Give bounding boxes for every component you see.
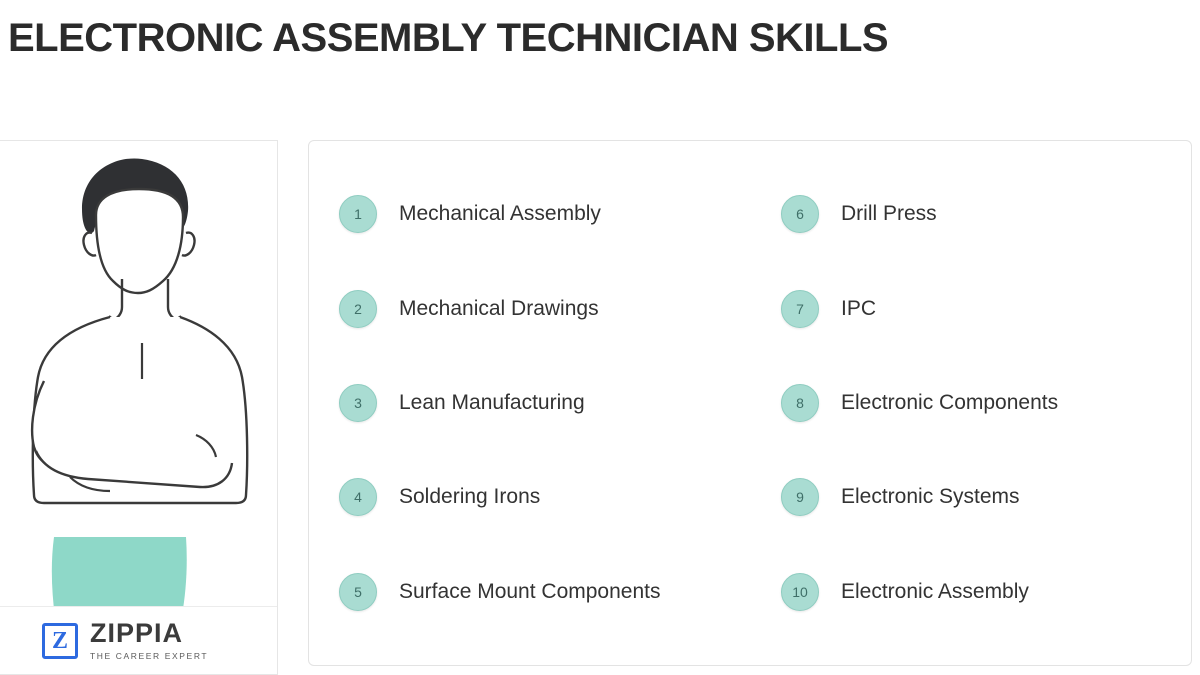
page-title: ELECTRONIC ASSEMBLY TECHNICIAN SKILLS [8,16,889,60]
skill-number-badge: 10 [781,573,819,611]
skill-label: Electronic Systems [841,485,1020,509]
skill-number-badge: 5 [339,573,377,611]
zippia-logo-letter: Z [51,627,68,654]
skill-item-9 [761,450,1191,544]
skill-label: Surface Mount Components [399,579,661,603]
skill-number-badge: 9 [781,478,819,516]
skills-grid [309,141,1191,665]
skill-label: Soldering Irons [399,485,541,509]
skill-label: Mechanical Drawings [399,296,599,320]
skill-number-badge: 6 [781,195,819,233]
zippia-logo-tagline: THE CAREER EXPERT [90,651,209,661]
skill-item-3 [309,356,761,450]
skill-label: Mechanical Assembly [399,202,601,226]
skill-item-8 [761,356,1191,450]
skill-item-1 [309,167,761,261]
illustration-panel [0,140,278,675]
skill-item-5 [309,545,761,639]
skill-label: Lean Manufacturing [399,390,585,414]
skill-label: Electronic Assembly [841,579,1029,603]
zippia-logo [0,606,278,674]
zippia-logo-text [90,620,208,661]
skill-item-2 [309,261,761,355]
skills-card [308,140,1192,666]
skill-item-4 [309,450,761,544]
zippia-logo-mark-icon [42,623,78,659]
technician-illustration-icon [10,140,270,617]
skill-item-6 [761,167,1191,261]
skill-item-7 [761,261,1191,355]
skill-number-badge: 7 [781,290,819,328]
skill-number-badge: 8 [781,384,819,422]
skill-number-badge: 3 [339,384,377,422]
skill-label: Electronic Components [841,390,1059,414]
skill-item-10 [761,545,1191,639]
skill-label: Drill Press [841,202,937,226]
zippia-logo-name: ZIPPIA [90,618,184,648]
skill-number-badge: 2 [339,290,377,328]
skill-number-badge: 1 [339,195,377,233]
skill-number-badge: 4 [339,478,377,516]
skill-label: IPC [841,296,877,320]
